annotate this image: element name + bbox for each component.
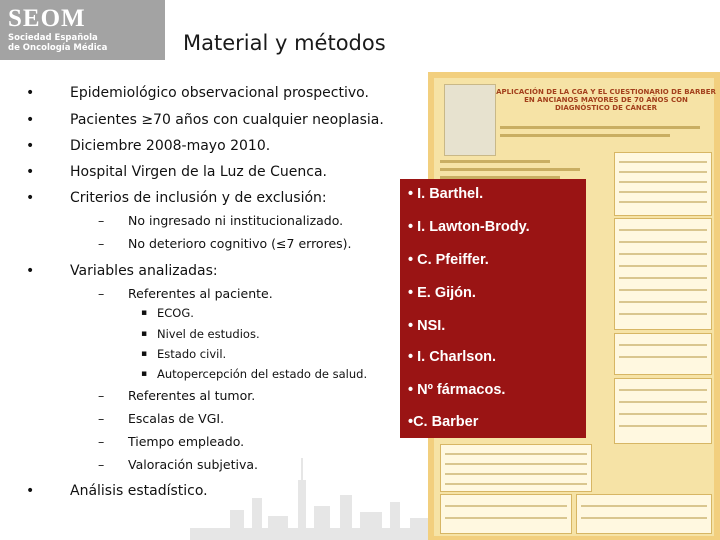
bullet-text: Criterios de inclusión y de exclusión: [70, 190, 327, 206]
sub-sub-text: Estado civil. [157, 347, 227, 361]
sub-bullet-text: Tiempo empleado. [128, 434, 245, 449]
bullet-text: Variables analizadas: [70, 263, 218, 279]
scale-item: • NSI. [408, 318, 446, 334]
sub-bullet-text: No deterioro cognitivo (≤7 errores). [128, 236, 352, 251]
bullet-text: Epidemiológico observacional prospectivo. [70, 85, 369, 101]
document-table [614, 218, 712, 330]
scale-item: • C. Pfeiffer. [408, 252, 489, 268]
logo-subtitle-line1: Sociedad Española [8, 33, 98, 43]
portrait-illustration [444, 84, 496, 156]
scale-item: • I. Barthel. [408, 186, 484, 202]
logo-subtitle [8, 33, 107, 53]
scale-item: • Nº fármacos. [408, 382, 506, 398]
scale-item: • E. Gijón. [408, 285, 476, 301]
bullet-text: Hospital Virgen de la Luz de Cuenca. [70, 164, 327, 180]
document-table [614, 378, 712, 444]
scale-item: • I. Lawton-Brody. [408, 219, 530, 235]
bullet-text: Diciembre 2008-mayo 2010. [70, 138, 271, 154]
logo-mark: SEOM [8, 5, 86, 32]
scale-item: •C. Barber [408, 414, 479, 430]
document-line [500, 134, 670, 137]
scale-item: • I. Charlson. [408, 349, 497, 365]
seom-logo [8, 6, 158, 56]
document-table [614, 333, 712, 375]
sub-sub-text: Autopercepción del estado de salud. [157, 367, 368, 381]
slide-title: Material y métodos [183, 31, 386, 55]
document-line [440, 168, 580, 171]
sub-sub-text: Nivel de estudios. [157, 327, 260, 341]
document-table [614, 152, 712, 216]
document-table [440, 494, 572, 534]
sub-sub-text: ECOG. [157, 306, 194, 320]
document-line [500, 126, 700, 129]
scales-overlay-box [400, 179, 586, 438]
document-line [440, 160, 550, 163]
sub-bullet-text: No ingresado ni institucionalizado. [128, 213, 344, 228]
logo-subtitle-line2: de Oncología Médica [8, 43, 108, 53]
document-table [440, 444, 592, 492]
bullet-text: Análisis estadístico. [70, 483, 208, 499]
sub-bullet-text: Referentes al tumor. [128, 388, 256, 403]
sub-bullet-text: Escalas de VGI. [128, 411, 225, 426]
sub-bullet-text: Valoración subjetiva. [128, 457, 258, 472]
document-title: APLICACIÓN DE LA CGA Y EL CUESTIONARIO DE BARBER EN ANCIANOS MAYORES DE 70 AÑOS CON DIAGNÓSTICO DE CÁNCER [496, 88, 716, 112]
document-table [576, 494, 712, 534]
sub-bullet-text: Referentes al paciente. [128, 286, 273, 301]
bullet-text: Pacientes ≥70 años con cualquier neoplasia. [70, 112, 384, 128]
